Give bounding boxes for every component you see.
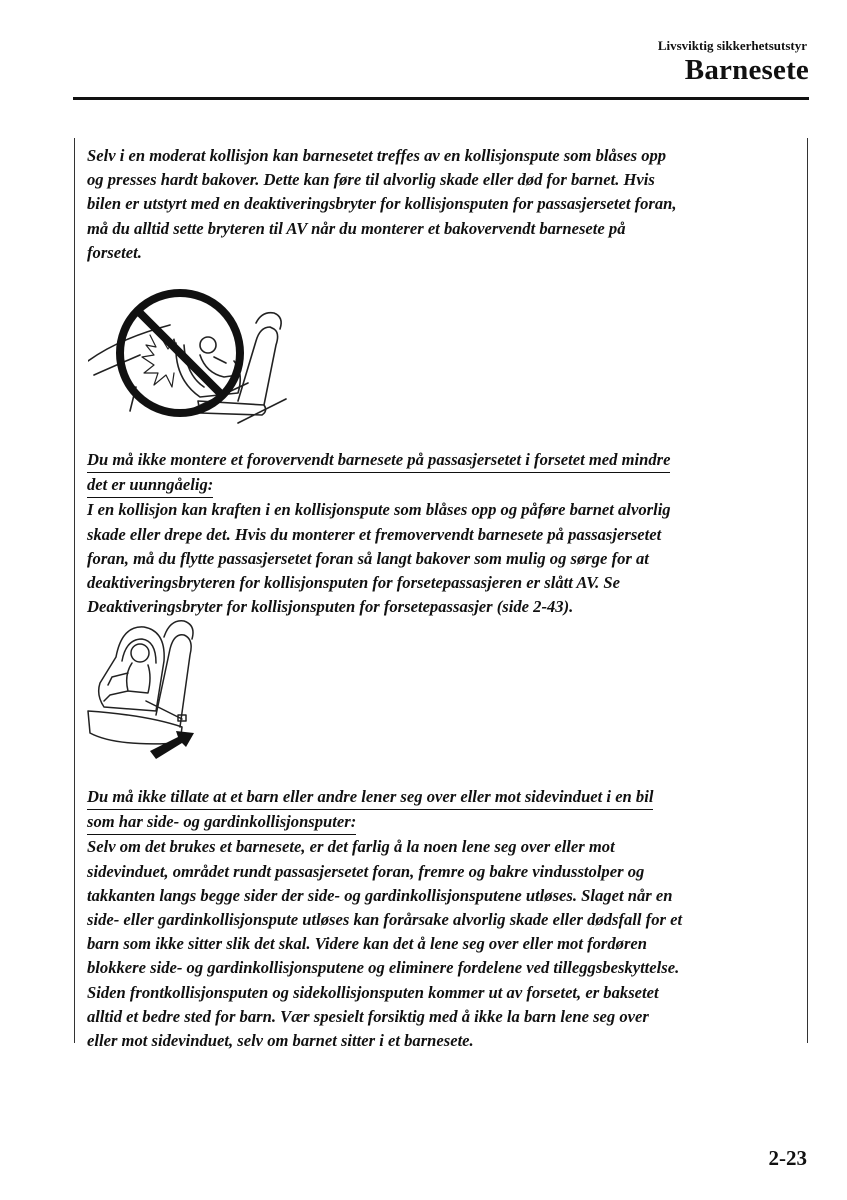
warning-line: bilen er utstyrt med en deaktiveringsbryter for kollisjonsputen for passasjersetet foran, (87, 194, 677, 214)
warning-caption-line: som har side- og gardinkollisjonsputer: (87, 810, 356, 835)
page-number: 2-23 (768, 1146, 807, 1170)
warning-line: alltid et bedre sted for barn. Vær spesielt forsiktig med å ikke la barn lene seg over (87, 1006, 649, 1026)
warning-line: skade eller drepe det. Hvis du monterer et fremovervendt barnesete på passasjersetet (87, 524, 662, 544)
warning-caption-line: Du må ikke montere et forovervendt barnesete på passasjersetet i forsetet med mindre (87, 448, 670, 473)
warning-rear-facing-seat (87, 144, 797, 265)
warning-line: eller mot sidevinduet, selv om barnet sitter i et barnesete. (87, 1031, 474, 1051)
page-title: Barnesete (684, 54, 809, 86)
warning-line: Siden frontkollisjonsputen og sidekollisjonsputen kommer ut av forsetet, er baksetet (87, 982, 659, 1002)
warning-line: deaktiveringsbryteren for kollisjonsputen for forsetepassasjeren er slått AV. Se (87, 573, 621, 593)
warning-caption-line: det er uunngåelig: (87, 473, 213, 498)
warning-side-window (87, 785, 797, 1053)
warning-line: I en kollisjon kan kraften i en kollisjonspute som blåses opp og påføre barnet alvorlig (87, 500, 671, 520)
warning-line: takkanten langs begge sider der side- og gardinkollisjonsputene utløses. Slaget når en (87, 885, 673, 905)
warning-forward-facing-seat (87, 448, 797, 619)
warning-frame-left-rule (74, 138, 75, 1043)
warning-frame-right-rule (807, 138, 808, 1043)
warning-line: må du alltid sette bryteren til AV når du monterer et bakovervendt barnesete på (87, 218, 626, 238)
warning-line: sidevinduet, området rundt passasjersetet foran, fremre og bakre vindusstolper og (87, 861, 645, 881)
forward-facing-child-seat-illustration (86, 615, 198, 763)
warning-line: og presses hardt bakover. Dette kan føre til alvorlig skade eller død for barnet. Hvis (87, 170, 655, 190)
warning-line: Deaktiveringsbryter for kollisjonsputen for forsetepassasjer (side 2-43). (87, 597, 574, 617)
header-rule (73, 97, 809, 100)
warning-line: blokkere side- og gardinkollisjonsputene og eliminere fordelene ved tilleggsbeskyttelse. (87, 958, 680, 978)
warning-line: Selv i en moderat kollisjon kan barnesetet treffes av en kollisjonspute som blåses opp (87, 146, 667, 165)
prohibited-rear-facing-child-seat-illustration (88, 283, 293, 428)
warning-line: forsetet. (87, 242, 142, 262)
warning-line: Selv om det brukes et barnesete, er det farlig å la noen lene seg over eller mot (87, 837, 615, 857)
warning-line: foran, må du flytte passasjersetet foran så langt bakover som mulig og sørge for at (87, 548, 649, 568)
warning-line: barn som ikke sitter slik det skal. Videre kan det å lene seg over eller mot fordøren (87, 934, 648, 954)
warning-caption-line: Du må ikke tillate at et barn eller andre lener seg over eller mot sidevinduet i en bil (87, 785, 653, 810)
warning-line: side- eller gardinkollisjonspute utløses kan forårsake alvorlig skade eller dødsfall for et (87, 910, 683, 930)
section-label: Livsviktig sikkerhetsutstyr (657, 38, 807, 53)
